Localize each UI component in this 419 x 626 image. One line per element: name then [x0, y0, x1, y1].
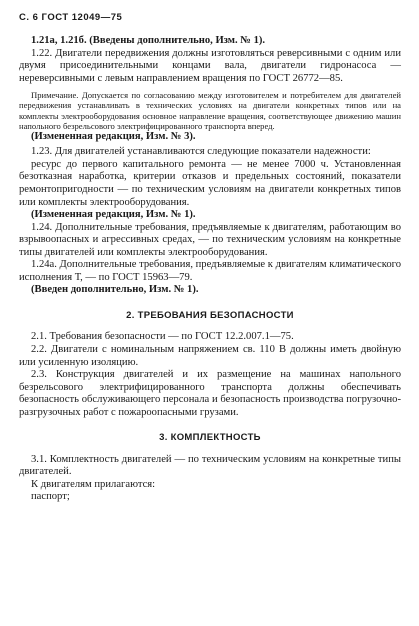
para-attached: К двигателям прилагаются: [31, 478, 156, 490]
para-3-1: 3.1. Комплектность двигателей — по техническим условиям на конкретные типы двигателей. [19, 453, 401, 478]
para-1-24a: 1.24а. Дополнительные требования, предъявляемые к двигателям климатического исполнения Т, — по ГОСТ 15963—79. [19, 259, 401, 283]
para-1-21: 1.21а, 1.21б. (Введены дополнительно, Изм. № 1). [31, 35, 266, 46]
para-2-2: 2.2. Двигатели с номинальным напряжением св. 110 В должны иметь двойную или усиленную изоляцию. [19, 344, 401, 368]
amendment-note-1a: (Измененная редакция, Изм. № 1). [31, 209, 196, 221]
para-1-24: 1.24. Дополнительные требования, предъявляемые к двигателям, работающим во взрывоопасных и агрессивных средах, — по техническим условиям на конкретные типы двигателей или комплекты электрооборудования. [19, 221, 401, 258]
section-2-heading: 2. ТРЕБОВАНИЯ БЕЗОПАСНОСТИ [126, 309, 294, 321]
section-3-heading: 3. КОМПЛЕКТНОСТЬ [159, 432, 261, 444]
para-1-22: 1.22. Двигатели передвижения должны изготовляться реверсивными с одним или двумя присоединительными концами вала, двигатели гидронасоса — нереверсивными с левым направлением вращения по ГОСТ 26772—85. [19, 47, 401, 84]
para-2-1: 2.1. Требования безопасности — по ГОСТ 12.2.007.1—75. [31, 331, 294, 343]
para-reliability: ресурс до первого капитального ремонта — не менее 7000 ч. Установленная безотказная наработка, критерии отказов и предельных состояний, показатели ремонтопригодности — по техническим условиям на двигатели конкретных типов или комплекты электрооборудования. [19, 158, 401, 208]
para-1-23: 1.23. Для двигателей устанавливаются следующие показатели надежности: [31, 146, 371, 158]
amendment-note-3: (Измененная редакция, Изм. № 3). [31, 130, 196, 142]
document-body [19, 35, 401, 504]
para-2-3: 2.3. Конструкция двигателей и их размещение на машинах напольного безрельсового электрифицированного транспорта должны обеспечивать безопасность обслуживающего персонала и безопасность производства погрузочно-разгрузочных работ с пожароопасными грузами. [19, 369, 401, 418]
page-header: С. 6 ГОСТ 12049—75 [19, 12, 123, 23]
amendment-note-1b: (Введен дополнительно, Изм. № 1). [31, 284, 199, 296]
para-passport: паспорт; [31, 491, 70, 503]
note-paragraph: Примечание. Допускается по согласованию между изготовителем и потребителем для двигателей передвижения устанавливать в технических условиях на двигатели конкретных типов или на комплекты электрооборудования основное направление вращения, соответствующее движению машин напольного безрельсового электрифицированного транспорта вперед. [19, 90, 401, 131]
